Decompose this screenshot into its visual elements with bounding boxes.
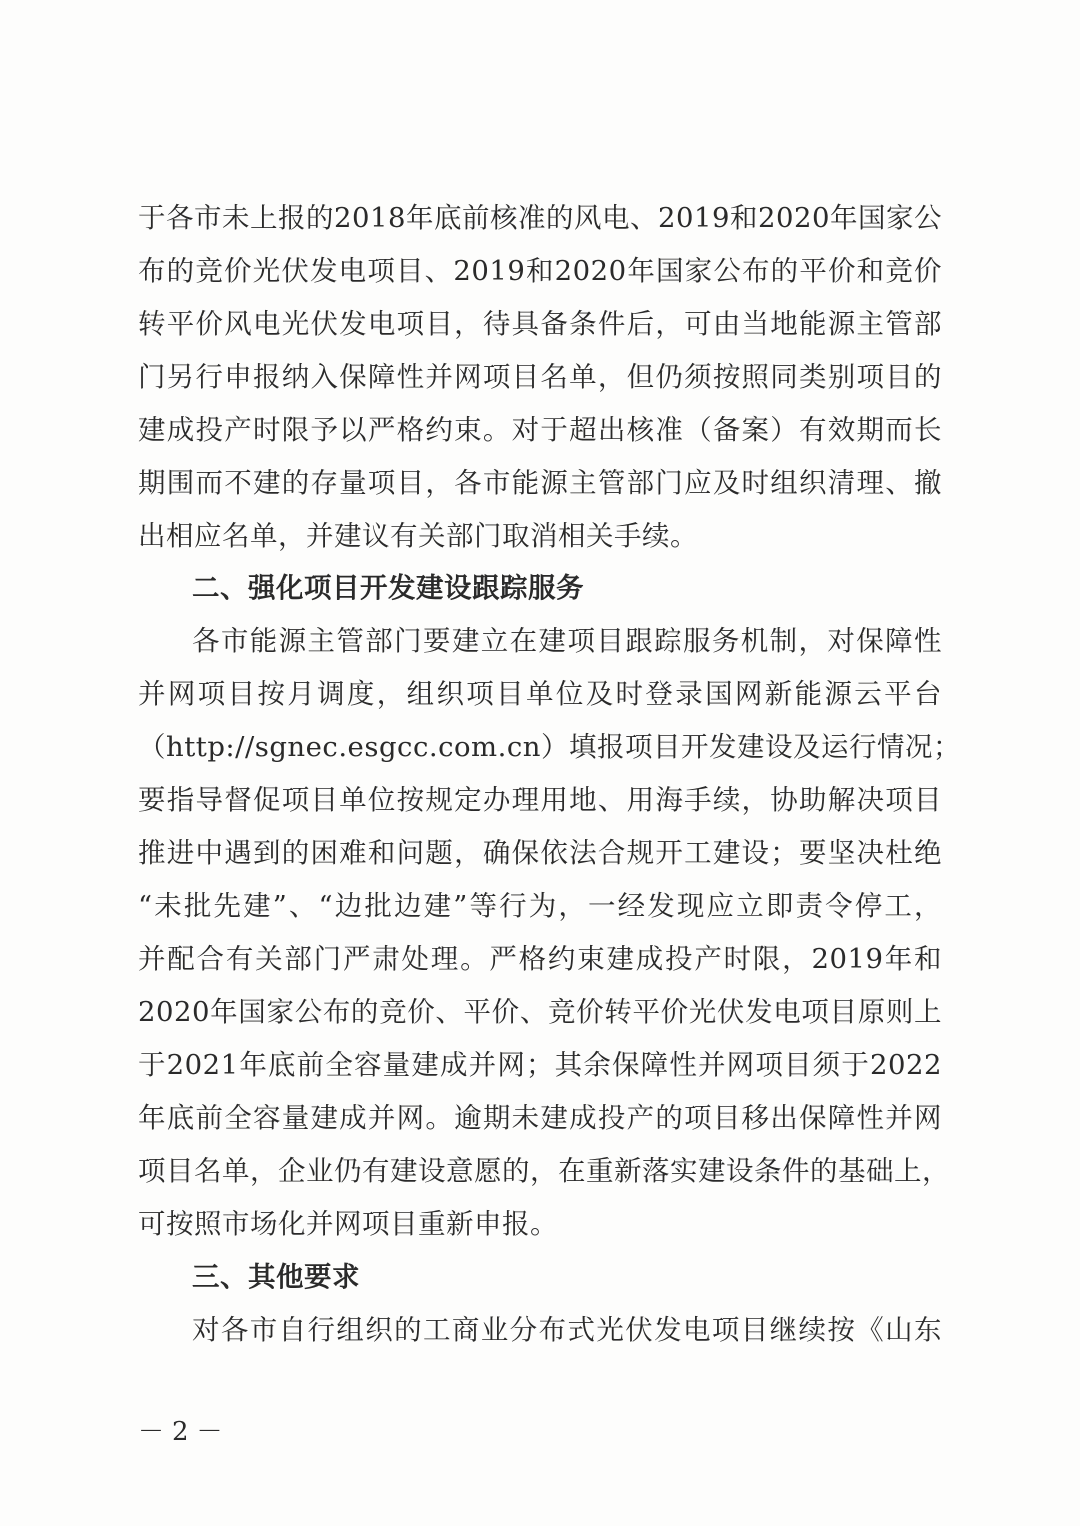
text-line: 要指导督促项目单位按规定办理用地、用海手续，协助解决项目 [138,784,942,816]
text-line: 出相应名单，并建议有关部门取消相关手续。 [138,520,698,552]
text-line: 布的竞价光伏发电项目、2019和2020年国家公布的平价和竞价 [138,255,942,287]
page-number: －2－ [138,1417,231,1447]
text-line: 建成投产时限予以严格约束。对于超出核准（备案）有效期而长 [138,414,942,446]
text-line: 2020年国家公布的竞价、平价、竞价转平价光伏发电项目原则上 [138,996,942,1028]
text-line: 并配合有关部门严肃处理。严格约束建成投产时限，2019年和 [138,943,942,975]
text-line: 各市能源主管部门要建立在建项目跟踪服务机制，对保障性 [192,625,942,657]
section-heading: 三、其他要求 [192,1261,360,1293]
text-line: 门另行申报纳入保障性并网项目名单，但仍须按照同类别项目的 [138,361,942,393]
text-line: 项目名单，企业仍有建设意愿的，在重新落实建设条件的基础上， [138,1155,950,1187]
section-heading: 二、强化项目开发建设跟踪服务 [192,572,584,604]
text-line: 可按照市场化并网项目重新申报。 [138,1208,558,1240]
text-line: “未批先建”、“边批边建”等行为，一经发现应立即责令停工， [138,890,942,922]
text-line: 于2021年底前全容量建成并网；其余保障性并网项目须于2022 [138,1049,942,1081]
text-line: 对各市自行组织的工商业分布式光伏发电项目继续按《山东 [192,1314,942,1346]
text-line: 于各市未上报的2018年底前核准的风电、2019和2020年国家公 [138,202,942,234]
text-line: （http://sgnec.esgcc.com.cn）填报项目开发建设及运行情况； [138,731,961,763]
text-line: 期围而不建的存量项目，各市能源主管部门应及时组织清理、撤 [138,467,942,499]
text-line: 年底前全容量建成并网。逾期未建成投产的项目移出保障性并网 [138,1102,942,1134]
text-line: 转平价风电光伏发电项目，待具备条件后，可由当地能源主管部 [138,308,942,340]
text-line: 推进中遇到的困难和问题，确保依法合规开工建设；要坚决杜绝 [138,837,942,869]
text-line: 并网项目按月调度，组织项目单位及时登录国网新能源云平台 [138,678,942,710]
